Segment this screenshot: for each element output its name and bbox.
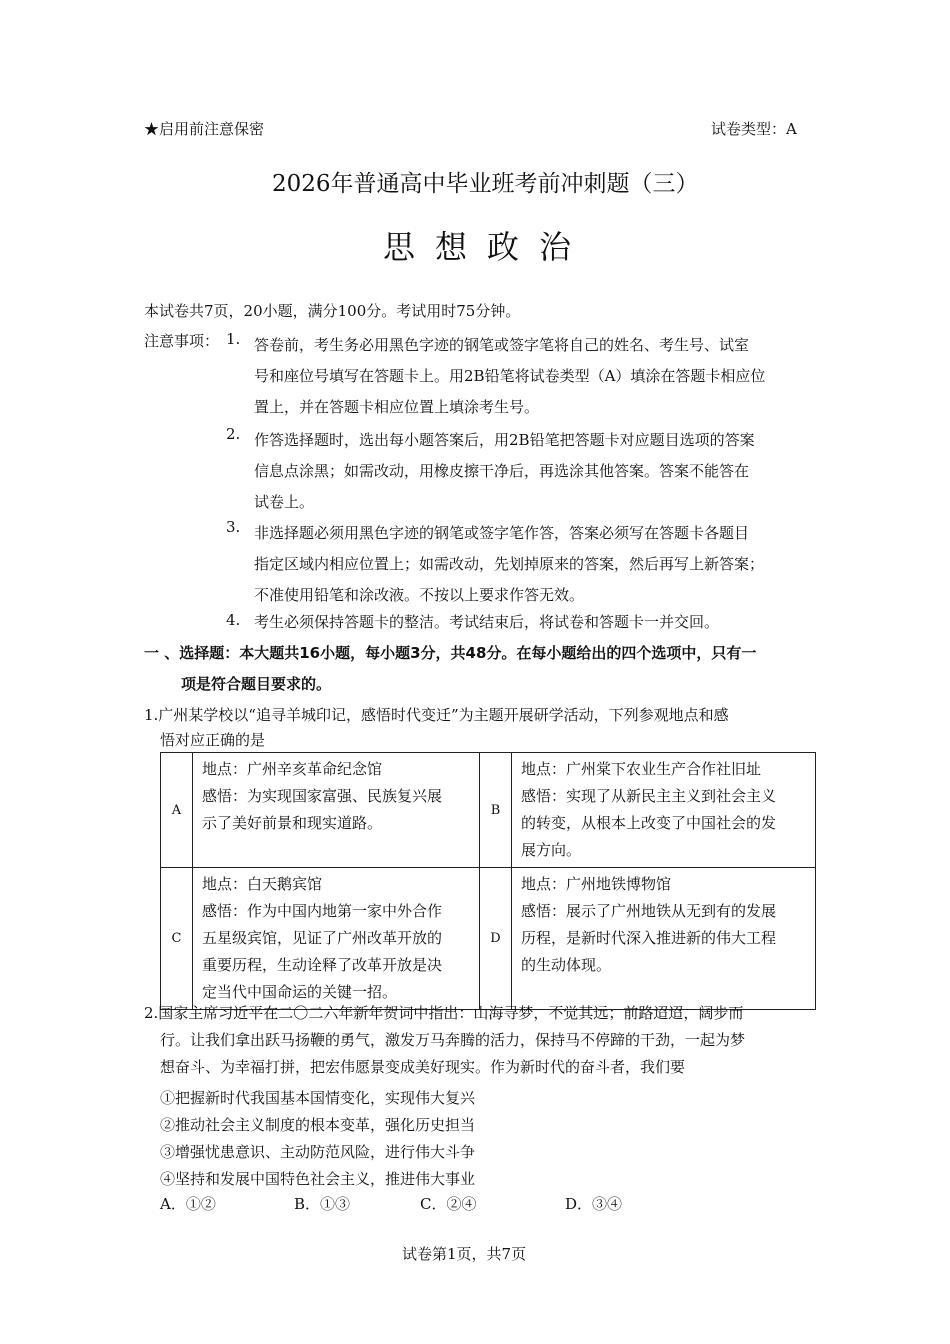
- q2-stem-line: 2.国家主席习近平在二〇二六年新年贺词中指出：山海寻梦，不觉其远；前路迢迢，阔步而: [144, 1004, 744, 1022]
- note-line: 非选择题必须用黑色字迹的钢笔或签字笔作答，答案必须写在答题卡各题目: [254, 524, 750, 542]
- option-line: 的转变，从根本上改变了中国社会的发: [521, 814, 777, 832]
- note-1-number: 1.: [226, 330, 241, 348]
- option-label-d: D: [480, 868, 512, 1010]
- q2-statement: ③增强忧患意识、主动防范风险，进行伟大斗争: [160, 1143, 476, 1161]
- note-line: 置上，并在答题卡相应位置上填涂考生号。: [254, 398, 540, 416]
- note-3-text: [254, 518, 764, 611]
- q1-options-table: [160, 752, 816, 1010]
- q2-statements: [160, 1085, 475, 1193]
- note-4-number: 4.: [226, 611, 241, 629]
- note-line: 作答选择题时，选出每小题答案后，用2B铅笔把答题卡对应题目选项的答案: [254, 431, 755, 449]
- option-label-a: A: [161, 753, 193, 868]
- option-line: 感悟：展示了广州地铁从无到有的发展: [521, 902, 777, 920]
- note-2-text: [254, 425, 755, 518]
- note-line: 信息点涂黑；如需改动，用橡皮擦干净后，再选涂其他答案。答案不能答在: [254, 462, 750, 480]
- q2-choice-c: C．②④: [420, 1195, 477, 1213]
- paper-type: 试卷类型：A: [711, 120, 797, 138]
- exam-title: 2026年普通高中毕业班考前冲刺题（三）: [272, 171, 699, 197]
- note-line: 不准使用铅笔和涂改液。不按以上要求作答无效。: [254, 586, 585, 604]
- q2-choice-d: D．③④: [565, 1195, 623, 1213]
- option-line: 地点：广州棠下农业生产合作社旧址: [521, 760, 762, 778]
- option-line: 感悟：作为中国内地第一家中外合作: [202, 902, 443, 920]
- option-d-text: [512, 868, 816, 1010]
- option-line: 展方向。: [521, 841, 582, 859]
- option-c-text: [193, 868, 480, 1010]
- q1-stem: 1.广州某学校以“追寻羊城印记，感悟时代变迁”为主题开展研学活动，下列参观地点和感: [144, 706, 729, 724]
- note-2-number: 2.: [226, 425, 241, 443]
- option-line: 地点：白天鹅宾馆: [202, 875, 323, 893]
- section-heading: 一 、选择题：本大题共16小题，每小题3分，共48分。在每小题给出的四个选项中，只有一: [144, 644, 757, 662]
- note-line: 答卷前，考生务必用黑色字迹的钢笔或签字笔将自己的姓名、考生号、试室: [254, 336, 750, 354]
- option-a-text: [193, 753, 480, 868]
- option-line: 历程，是新时代深入推进新的伟大工程: [521, 929, 777, 947]
- q2-choice-a: A．①②: [160, 1195, 216, 1213]
- option-line: 的生动体现。: [521, 956, 612, 974]
- option-label-c: C: [161, 868, 193, 1010]
- option-line: 五星级宾馆，见证了广州改革开放的: [202, 929, 443, 947]
- option-line: 地点：广州地铁博物馆: [521, 875, 672, 893]
- option-line: 感悟：实现了从新民主主义到社会主义: [521, 787, 777, 805]
- note-3-number: 3.: [226, 518, 241, 536]
- q2-choice-b: B．①③: [294, 1195, 351, 1213]
- option-b-text: [512, 753, 816, 868]
- q2-statement: ②推动社会主义制度的根本变革，强化历史担当: [160, 1116, 476, 1134]
- exam-intro: 本试卷共7页，20小题，满分100分。考试用时75分钟。: [144, 302, 521, 320]
- page-footer: 试卷第1页，共7页: [402, 1245, 527, 1263]
- note-1-text: [254, 330, 765, 423]
- option-line: 示了美好前景和现实道路。: [202, 814, 383, 832]
- table-row: [161, 868, 816, 1010]
- q2-stem-line: 想奋斗、为幸福打拼，把宏伟愿景变成美好现实。作为新时代的奋斗者，我们要: [160, 1058, 686, 1076]
- option-line: 重要历程，生动诠释了改革开放是决: [202, 956, 443, 974]
- option-label-b: B: [480, 753, 512, 868]
- section-heading-cont: 项是符合题目要求的。: [181, 675, 332, 693]
- option-line: 定当代中国命运的关键一招。: [202, 983, 398, 1001]
- note-line: 号和座位号填写在答题卡上。用2B铅笔将试卷类型（A）填涂在答题卡相应位: [254, 367, 766, 385]
- q2-statement: ①把握新时代我国基本国情变化，实现伟大复兴: [160, 1089, 476, 1107]
- note-line: 指定区域内相应位置上；如需改动，先划掉原来的答案，然后再写上新答案；: [254, 555, 765, 573]
- note-line: 试卷上。: [254, 493, 315, 511]
- q1-stem-cont: 悟对应正确的是: [160, 731, 266, 749]
- notes-label: 注意事项：: [144, 332, 220, 350]
- confidential-mark: ★启用前注意保密: [144, 120, 265, 138]
- q2-statement: ④坚持和发展中国特色社会主义，推进伟大事业: [160, 1170, 476, 1188]
- q2-stem-line: 行。让我们拿出跃马扬鞭的勇气，激发万马奔腾的活力，保持马不停蹄的干劲，一起为梦: [160, 1031, 746, 1049]
- note-4-text: 考生必须保持答题卡的整洁。考试结束后，将试卷和答题卡一并交回。: [254, 613, 720, 631]
- option-line: 地点：广州辛亥革命纪念馆: [202, 760, 383, 778]
- q2-stem: [144, 1000, 745, 1081]
- subject-title: 思想政治: [383, 228, 592, 266]
- option-line: 感悟：为实现国家富强、民族复兴展: [202, 787, 443, 805]
- table-row: [161, 753, 816, 868]
